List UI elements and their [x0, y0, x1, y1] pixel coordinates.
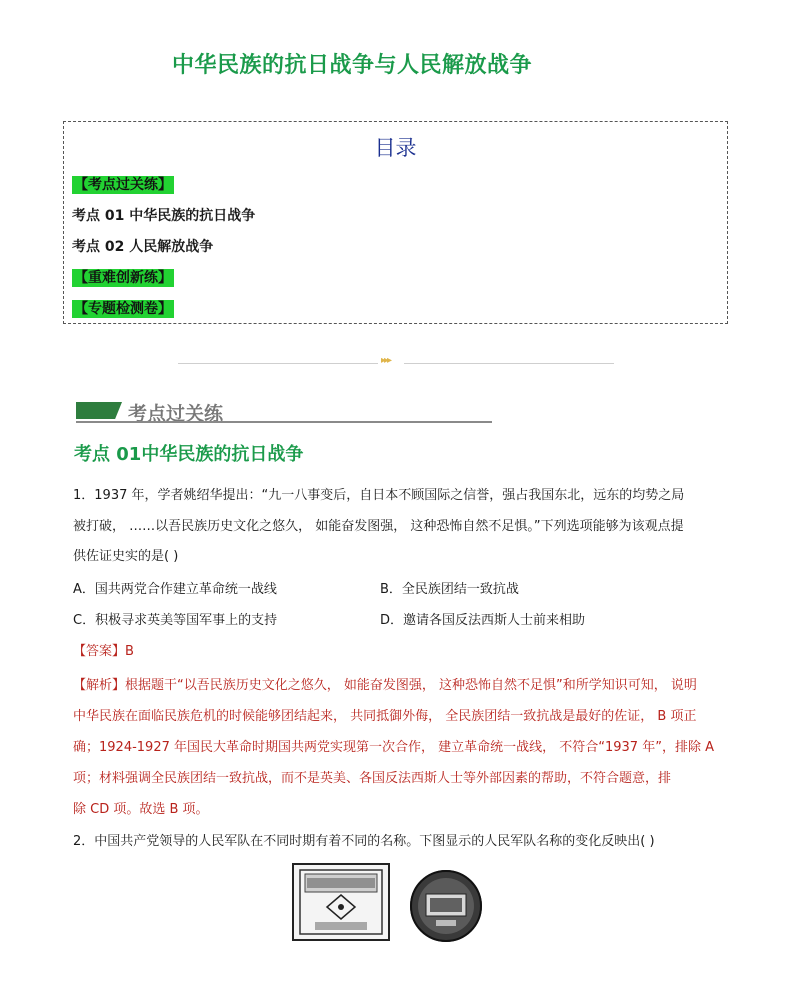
q1-line-3: 供佐证史实的是( )	[73, 549, 179, 564]
q1-analysis-line-3: 确；1924-1927 年国民大革命时期国共两党实现第一次合作， 建立革命统一战线， 不符合“1937 年”，排除 A	[73, 740, 714, 755]
section-label: 考点过关练	[128, 403, 224, 425]
q1-analysis-line-2: 中华民族在面临民族危机的时候能够团结起来， 共同抵御外侮， 全民族团结一致抗战是最好的佐证， B 项正	[73, 709, 697, 724]
analysis-text: 根据题干“以吾民族历史文化之悠久， 如能奋发图强， 这种恐怖自然不足惧”和所学知识可知， 说明	[125, 678, 697, 693]
q1-analysis-line-4: 项；材料强调全民族团结一致抗战，而不是英美、各国反法西斯人士等外部因素的帮助，不符合题意，排	[73, 771, 672, 786]
answer-value: B	[125, 644, 134, 659]
analysis-label: 【解析】	[73, 678, 126, 693]
section-band	[76, 399, 492, 423]
q1-line-2: 被打破， ……以吾民族历史文化之悠久， 如能奋发图强， 这种恐怖自然不足惧。”下列选项能够为该观点提	[73, 519, 684, 534]
section-rule	[76, 421, 492, 423]
q1-option-d[interactable]: D．邀请各国反法西斯人士前来相助	[380, 613, 586, 628]
divider-arrows-icon: ▸▸▸	[381, 355, 391, 366]
q1-option-a[interactable]: A．国共两党合作建立革命统一战线	[73, 582, 277, 597]
q1-option-b[interactable]: B．全民族团结一致抗战	[380, 582, 519, 597]
toc-item-innovation[interactable]	[72, 267, 174, 287]
q1-option-c[interactable]: C．积极寻求英美等国军事上的支持	[73, 613, 278, 628]
toc-item-kaodian-01[interactable]: 考点 01 中华民族的抗日战争	[72, 208, 256, 224]
q1-analysis-line-1	[73, 674, 697, 693]
q1-line-1: 1．1937 年，学者姚绍华提出：“九一八事变后，自日本不顾国际之信誉，强占我国东北，远东的均势之局	[73, 488, 685, 503]
kaodian-title: 考点 01中华民族的抗日战争	[74, 444, 304, 465]
toc-heading: 目录	[374, 136, 417, 160]
toc-item-practice[interactable]	[72, 174, 174, 194]
eighth-route-badge-image	[406, 868, 486, 944]
toc-item-test[interactable]	[72, 298, 174, 318]
toc-item-kaodian-02[interactable]: 考点 02 人民解放战争	[72, 239, 214, 255]
divider-left	[178, 363, 378, 364]
armband-badge-image	[291, 862, 391, 942]
toc-tag: 【专题检测卷】	[74, 301, 172, 317]
page-title: 中华民族的抗日战争与人民解放战争	[172, 53, 533, 78]
q1-analysis-line-5: 除 CD 项。故选 B 项。	[73, 802, 209, 817]
q2-line-1: 2．中国共产党领导的人民军队在不同时期有着不同的名称。下图显示的人民军队名称的变化反映出( )	[73, 834, 655, 849]
answer-label: 【答案】	[73, 644, 126, 659]
toc-tag: 【重难创新练】	[74, 270, 172, 286]
table-of-contents	[63, 121, 728, 324]
toc-tag: 【考点过关练】	[74, 177, 172, 193]
divider-right	[404, 363, 614, 364]
section-bar-icon	[76, 402, 122, 419]
q1-answer	[73, 640, 134, 659]
